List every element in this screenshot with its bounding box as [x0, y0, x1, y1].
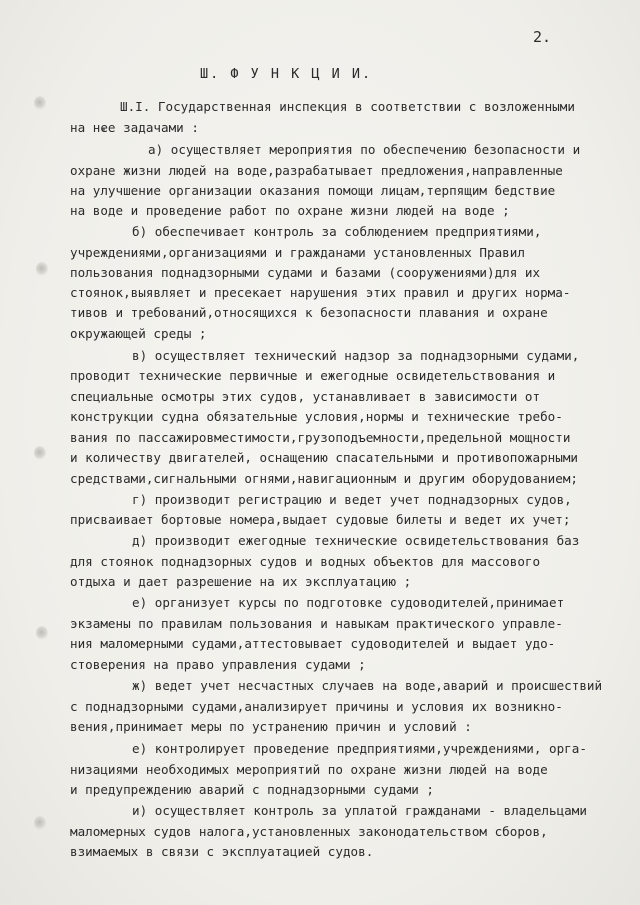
text-line: вания по пассажировместимости,грузоподъемности,предельной мощности [70, 430, 571, 445]
punch-hole-mark [34, 816, 46, 830]
section-title: Ш. Ф У Н К Ц И И. [200, 66, 373, 82]
text-line: на улучшение организации оказания помощи лицам,терпящим бедствие [70, 183, 556, 198]
text-line: взимаемых в связи с эксплуатацией судов. [70, 844, 374, 859]
text-line: и количеству двигателей, оснащению спасательными и противопожарными [70, 450, 578, 465]
text-line: окружающей среды ; [70, 326, 207, 341]
text-line: маломерных судов налога,установленных законодательством сборов, [70, 824, 548, 839]
text-line: и) осуществляет контроль за уплатой гражданами - владельцами [132, 803, 587, 818]
text-line: стоверения на право управления судами ; [70, 657, 366, 672]
text-line: стоянок,выявляет и пресекает нарушения этих правил и других норма- [70, 285, 571, 300]
punch-hole-mark [34, 446, 46, 460]
text-line: проводит технические первичные и ежегодные освидетельствования и [70, 368, 556, 383]
text-line: тивов и требований,относящихся к безопасности плавания и охране [70, 305, 548, 320]
text-line: ж) ведет учет несчастных случаев на воде,аварий и происшествий [132, 678, 603, 693]
text-line: в) осуществляет технический надзор за поднадзорными судами, [132, 348, 580, 363]
text-line: отдыха и дает разрешение на их эксплуатацию ; [70, 574, 412, 589]
text-line: д) производит ежегодные технические освидетельствования баз [132, 533, 580, 548]
text-line: учреждениями,организациями и гражданами установленных Правил [70, 245, 525, 260]
text-line: е) контролирует проведение предприятиями,учреждениями, орга- [132, 741, 587, 756]
text-line: низациями необходимых мероприятий по охране жизни людей на воде [70, 762, 548, 777]
text-line: и предупреждению аварий с поднадзорными судами ; [70, 782, 434, 797]
text-line: специальные осмотры этих судов, устанавливает в зависимости от [70, 389, 541, 404]
text-line: конструкции судна обязательные условия,нормы и технические требо- [70, 409, 563, 424]
text-line: г) производит регистрацию и ведет учет поднадзорных судов, [132, 492, 572, 507]
text-line: для стоянок поднадзорных судов и водных объектов для массового [70, 554, 541, 569]
text-line: присваивает бортовые номера,выдает судовые билеты и ведет их учет; [70, 512, 571, 527]
text-line: с поднадзорными судами,анализирует причины и условия их возникно- [70, 699, 563, 714]
text-line: б) обеспечивает контроль за соблюдением предприятиями, [132, 224, 542, 239]
punch-hole-mark [36, 262, 48, 276]
text-line: экзамены по правилам пользования и навыкам практического управле- [70, 616, 563, 631]
text-line: Ш.I. Государственная инспекция в соответствии с возложенными [120, 99, 575, 114]
text-line: пользования поднадзорными судами и базами (сооружениями)для их [70, 265, 541, 280]
punch-hole-mark [34, 96, 46, 110]
text-line: вения,принимает меры по устранению причин и условий : [70, 719, 472, 734]
text-line: а) осуществляет мероприятия по обеспечению безопасности и [148, 142, 581, 157]
text-line: на нее задачами : [70, 120, 199, 135]
page-number: 2. [533, 28, 552, 46]
text-line: ния маломерными судами,аттестовывает судоводителей и выдает удо- [70, 636, 556, 651]
text-line: е) организует курсы по подготовке судоводителей,принимает [132, 595, 565, 610]
text-line: на воде и проведение работ по охране жизни людей на воде ; [70, 203, 510, 218]
text-line: охране жизни людей на воде,разрабатывает предложения,направленные [70, 163, 563, 178]
text-line: средствами,сигнальными огнями,навигационным и другим оборудованием; [70, 471, 578, 486]
punch-hole-mark [36, 626, 48, 640]
